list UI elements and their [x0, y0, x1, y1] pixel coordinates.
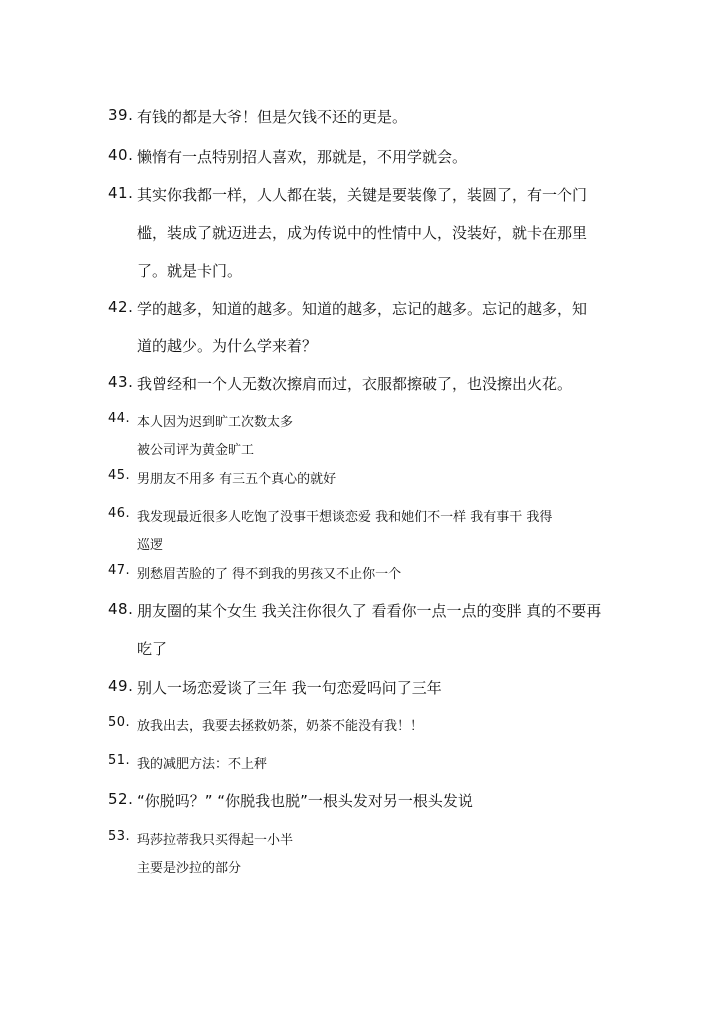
- item-number: 44.: [108, 411, 131, 426]
- item-number: 46.: [108, 506, 131, 521]
- item-number: 52.: [108, 790, 134, 808]
- item-number: 49.: [108, 677, 134, 695]
- item-text: 玛莎拉蒂我只买得起一小半: [137, 833, 294, 848]
- item-number: 50.: [108, 715, 131, 730]
- item-number: 51.: [108, 753, 131, 768]
- item-text: 巡逻: [137, 538, 164, 553]
- item-number: 53.: [108, 829, 131, 844]
- item-text: 别人一场恋爱谈了三年 我一句恋爱吗问了三年: [137, 679, 442, 697]
- item-text: 男朋友不用多 有三五个真心的就好: [137, 472, 337, 487]
- item-text: 被公司评为黄金旷工: [137, 443, 255, 458]
- item-text: 了。就是卡门。: [137, 262, 243, 280]
- item-text: 吃了: [137, 640, 168, 658]
- item-text: 懒惰有一点特别招人喜欢，那就是，不用学就会。: [137, 148, 468, 166]
- item-number: 47.: [108, 563, 131, 578]
- item-number: 43.: [108, 373, 134, 391]
- item-text: 我的减肥方法：不上秤: [137, 757, 268, 772]
- item-text: 别愁眉苦脸的了 得不到我的男孩又不止你一个: [137, 567, 402, 582]
- item-text: 槛，装成了就迈进去，成为传说中的性情中人，没装好，就卡在那里: [137, 224, 588, 242]
- item-number: 41.: [108, 184, 134, 202]
- item-text: 朋友圈的某个女生 我关注你很久了 看看你一点一点的变胖 真的不要再: [137, 602, 602, 620]
- item-text: 主要是沙拉的部分: [137, 861, 242, 876]
- item-text: 我发现最近很多人吃饱了没事干想谈恋爱 我和她们不一样 我有事干 我得: [137, 510, 553, 525]
- item-number: 48.: [108, 600, 134, 618]
- item-number: 39.: [108, 106, 134, 124]
- item-text: 道的越少。为什么学来着？: [137, 337, 318, 355]
- item-text: 我曾经和一个人无数次擦肩而过，衣服都擦破了，也没擦出火花。: [137, 375, 573, 393]
- item-text: 有钱的都是大爷！但是欠钱不还的更是。: [137, 108, 408, 126]
- item-number: 42.: [108, 298, 134, 316]
- item-text: 其实你我都一样，人人都在装，关键是要装像了，装圆了，有一个门: [137, 186, 588, 204]
- item-text: 放我出去，我要去拯救奶茶，奶茶不能没有我！！: [137, 719, 424, 734]
- item-text: 学的越多，知道的越多。知道的越多，忘记的越多。忘记的越多，知: [137, 300, 588, 318]
- item-text: 本人因为迟到旷工次数太多: [137, 415, 294, 430]
- item-number: 45.: [108, 468, 131, 483]
- item-number: 40.: [108, 146, 134, 164]
- item-text: “你脱吗？” “你脱我也脱”一根头发对另一根头发说: [137, 792, 473, 810]
